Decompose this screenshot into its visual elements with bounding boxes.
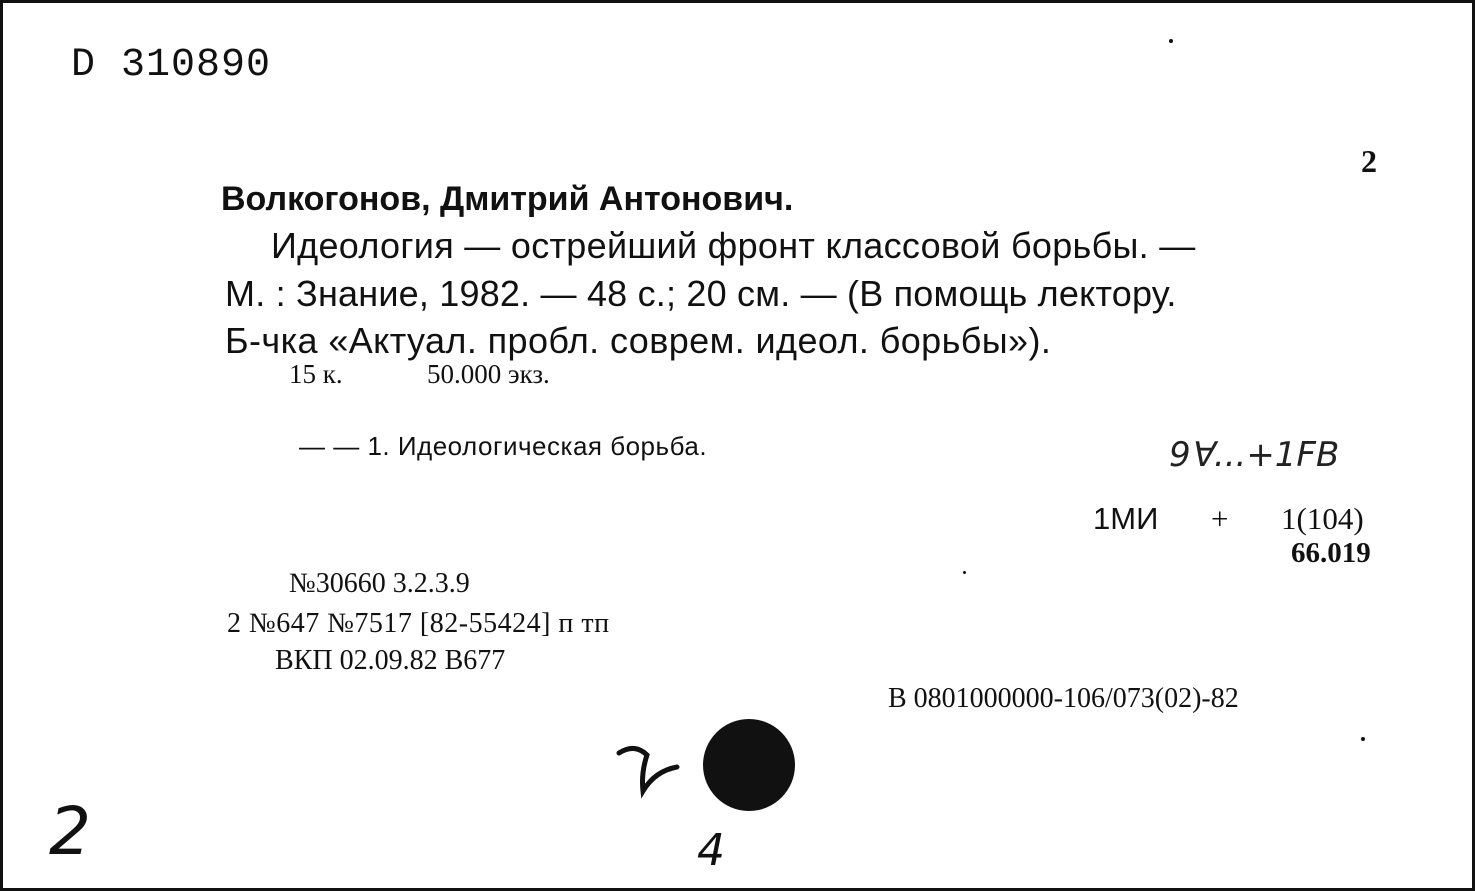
publisher-code: В 0801000000-106/073(02)-82: [888, 683, 1239, 714]
classification-plus: +: [1211, 501, 1229, 536]
classification-left: 1МИ: [1093, 501, 1159, 536]
filing-dot: [703, 719, 795, 811]
registry-line-1: №30660 3.2.3.9: [289, 568, 470, 599]
handwritten-mark: [611, 741, 691, 831]
handwritten-four: 4: [697, 825, 725, 876]
print-run: 50.000 экз.: [427, 359, 550, 389]
price: 15 к.: [289, 359, 343, 389]
inventory-number: D 310890: [71, 43, 272, 88]
registry-line-3: ВКП 02.09.82 В677: [275, 645, 506, 676]
title-line-1: Идеология — острейший фронт классовой борьбы. —: [271, 225, 1196, 266]
title-line-3: Б-чка «Актуал. пробл. соврем. идеол. борьбы»).: [225, 320, 1052, 361]
author-heading: Волкогонов, Дмитрий Антонович.: [221, 180, 794, 218]
title-line-2: М. : Знание, 1982. — 48 с.; 20 см. — (В помощь лектору.: [225, 273, 1177, 314]
handwritten-code: 9Ɐ...+1FB: [1169, 435, 1340, 475]
subject-heading: — — 1. Идеологическая борьба.: [299, 431, 708, 461]
speck: [963, 571, 966, 574]
udc-code: 66.019: [1291, 537, 1371, 569]
classification-right: 1(104): [1281, 501, 1364, 536]
speck: [1169, 39, 1173, 43]
card-number: 2: [1361, 143, 1377, 179]
speck: [1361, 737, 1365, 741]
registry-line-2: 2 №647 №7517 [82-55424] п тп: [227, 608, 610, 639]
handwritten-corner-mark: 2: [49, 793, 91, 870]
